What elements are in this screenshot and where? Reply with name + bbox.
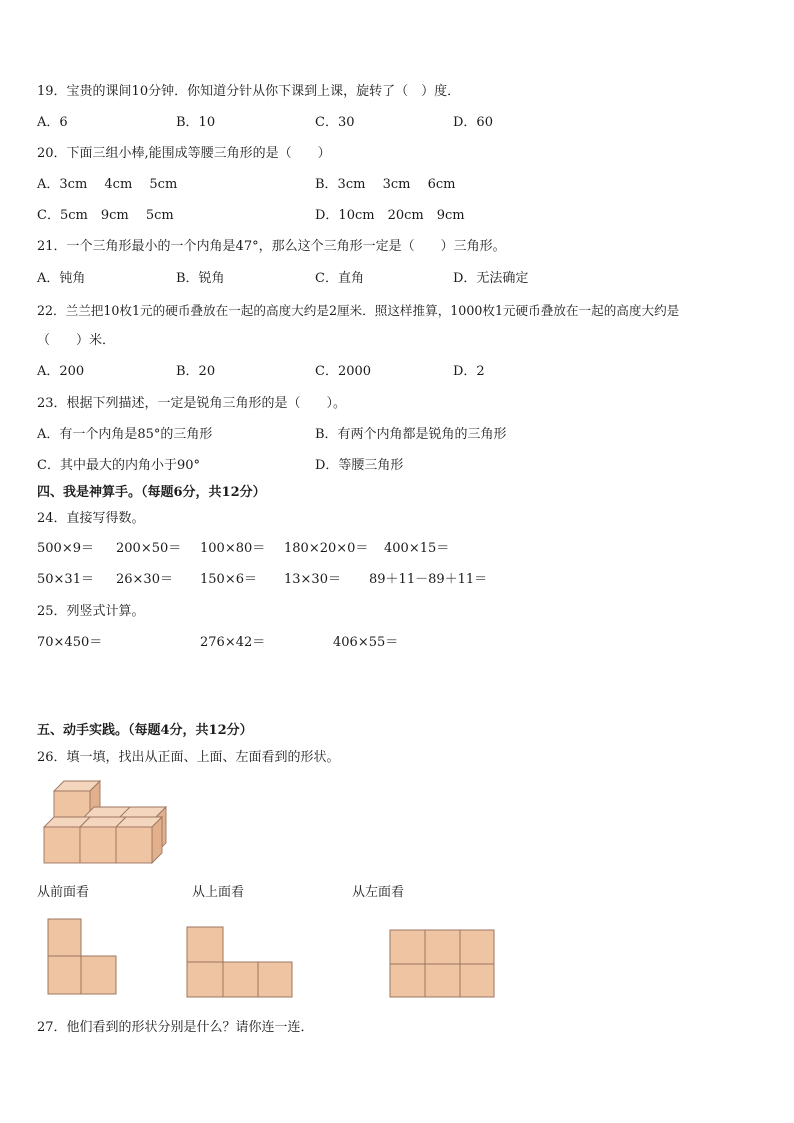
q23-option-d: D．等腰三角形 bbox=[315, 458, 404, 473]
view-label-left: 从左面看 bbox=[352, 885, 405, 900]
q21-option-c: C．直角 bbox=[315, 271, 364, 286]
q22-option-b: B．20 bbox=[176, 364, 216, 379]
q23-option-b: B．有两个内角都是锐角的三角形 bbox=[315, 427, 507, 442]
q22-stem: 22．兰兰把10枚1元的硬币叠放在一起的高度大约是2厘米．照这样推算，1000枚1元硬币叠放在一起的高度大约是 bbox=[37, 303, 680, 318]
q25-stem: 25．列竖式计算。 bbox=[37, 604, 145, 619]
view-shape-2 bbox=[185, 925, 295, 999]
q24-item: 26×30＝ bbox=[116, 572, 173, 587]
q20-option-a: A．3cm 4cm 5cm bbox=[37, 177, 178, 192]
q20-option-b: B．3cm 3cm 6cm bbox=[315, 177, 456, 192]
q21-option-d: D．无法确定 bbox=[453, 271, 529, 286]
q20-option-c: C．5cm 9cm 5cm bbox=[37, 208, 174, 223]
view-shape-3 bbox=[388, 928, 498, 1000]
q21-option-b: B．锐角 bbox=[176, 271, 225, 286]
q24-item: 150×6＝ bbox=[200, 572, 257, 587]
q20-option-d: D．10cm 20cm 9cm bbox=[315, 208, 465, 223]
q23-option-a: A．有一个内角是85°的三角形 bbox=[37, 427, 213, 442]
q23-stem: 23．根据下列描述，一定是锐角三角形的是（ ）。 bbox=[37, 396, 347, 411]
q25-item: 70×450＝ bbox=[37, 635, 103, 650]
q21-option-a: A．钝角 bbox=[37, 271, 86, 286]
q19-stem: 19．宝贵的课间10分钟．你知道分针从你下课到上课，旋转了（ ）度． bbox=[37, 84, 461, 99]
q24-item: 200×50＝ bbox=[116, 541, 182, 556]
q24-item: 180×20×0＝ bbox=[284, 541, 369, 556]
q19-option-c: C．30 bbox=[315, 115, 355, 130]
q19-option-b: B．10 bbox=[176, 115, 216, 130]
q23-option-c: C．其中最大的内角小于90° bbox=[37, 458, 200, 473]
view-label-top: 从上面看 bbox=[192, 885, 245, 900]
q24-stem: 24．直接写得数。 bbox=[37, 511, 145, 526]
section-4-title: 四、我是神算手。（每题6分，共12分） bbox=[37, 485, 266, 500]
q24-item: 50×31＝ bbox=[37, 572, 94, 587]
view-shape-1 bbox=[47, 918, 119, 998]
q24-item: 89＋11－89＋11＝ bbox=[369, 572, 488, 587]
cube-stack-figure bbox=[40, 777, 180, 872]
q27-stem: 27．他们看到的形状分别是什么？请你连一连． bbox=[37, 1020, 314, 1035]
q26-stem: 26．填一填，找出从正面、上面、左面看到的形状。 bbox=[37, 750, 340, 765]
q19-option-d: D．60 bbox=[453, 115, 493, 130]
q25-item: 276×42＝ bbox=[200, 635, 266, 650]
q24-item: 500×9＝ bbox=[37, 541, 94, 556]
q22-stem-continued: （ ）米． bbox=[37, 333, 116, 348]
q22-option-c: C．2000 bbox=[315, 364, 372, 379]
q22-option-d: D．2 bbox=[453, 364, 485, 379]
q20-stem: 20．下面三组小棒,能围成等腰三角形的是（ ） bbox=[37, 146, 331, 161]
view-label-front: 从前面看 bbox=[37, 885, 90, 900]
q22-option-a: A．200 bbox=[37, 364, 85, 379]
q24-item: 13×30＝ bbox=[284, 572, 341, 587]
q24-item: 400×15＝ bbox=[384, 541, 450, 556]
q19-option-a: A．6 bbox=[37, 115, 68, 130]
q24-item: 100×80＝ bbox=[200, 541, 266, 556]
q21-stem: 21．一个三角形最小的一个内角是47°，那么这个三角形一定是（ ）三角形。 bbox=[37, 239, 506, 254]
q25-item: 406×55＝ bbox=[333, 635, 399, 650]
section-5-title: 五、动手实践。（每题4分，共12分） bbox=[37, 723, 253, 738]
